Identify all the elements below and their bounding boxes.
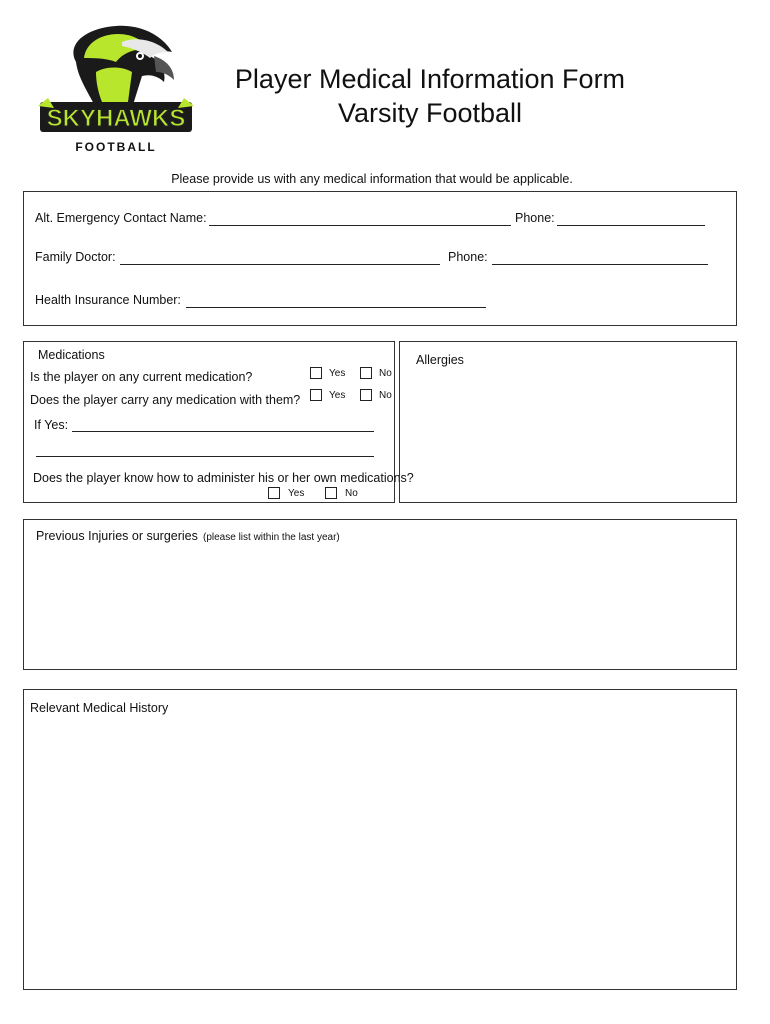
- svg-text:SKYHAWKS: SKYHAWKS: [46, 105, 186, 132]
- form-title: Player Medical Information Form: [234, 64, 626, 94]
- health-insurance-field[interactable]: [186, 307, 486, 308]
- current-medication-yes-checkbox[interactable]: [310, 367, 322, 379]
- q-current-medication: Is the player on any current medication?: [30, 370, 253, 384]
- alt-emergency-phone-field[interactable]: [557, 225, 705, 226]
- injuries-heading: Previous Injuries or surgeries: [36, 529, 198, 543]
- alt-emergency-name-field[interactable]: [209, 225, 511, 226]
- instructions: Please provide us with any medical information that would be applicable.: [171, 172, 573, 186]
- administer-yes-label: Yes: [288, 488, 305, 499]
- if-yes-field-line1[interactable]: [72, 431, 374, 432]
- current-medication-no-label: No: [379, 368, 392, 379]
- form-subtitle: Varsity Football: [337, 98, 523, 128]
- carry-medication-no-label: No: [379, 390, 392, 401]
- family-doctor-phone-field[interactable]: [492, 264, 708, 265]
- carry-medication-yes-label: Yes: [329, 390, 346, 401]
- q-carry-medication: Does the player carry any medication with them?: [30, 393, 301, 407]
- health-insurance-label: Health Insurance Number:: [35, 293, 181, 307]
- administer-no-checkbox[interactable]: [325, 487, 337, 499]
- administer-no-label: No: [345, 488, 358, 499]
- family-doctor-field[interactable]: [120, 264, 440, 265]
- alt-emergency-phone-label: Phone:: [515, 211, 555, 225]
- alt-emergency-label: Alt. Emergency Contact Name:: [35, 211, 207, 225]
- medications-heading: Medications: [38, 348, 105, 362]
- history-box[interactable]: [23, 689, 737, 990]
- skyhawks-logo: [36, 22, 196, 157]
- if-yes-field-line2[interactable]: [36, 456, 374, 457]
- allergies-heading: Allergies: [416, 353, 464, 367]
- administer-yes-checkbox[interactable]: [268, 487, 280, 499]
- history-heading: Relevant Medical History: [30, 701, 169, 715]
- current-medication-yes-label: Yes: [329, 368, 346, 379]
- injuries-note: (please list within the last year): [203, 532, 340, 543]
- q-administer-medication: Does the player know how to administer his or her own medications?: [33, 471, 414, 485]
- carry-medication-yes-checkbox[interactable]: [310, 389, 322, 401]
- if-yes-label: If Yes:: [34, 418, 69, 432]
- current-medication-no-checkbox[interactable]: [360, 367, 372, 379]
- family-doctor-label: Family Doctor:: [35, 250, 116, 264]
- family-doctor-phone-label: Phone:: [448, 250, 488, 264]
- svg-text:FOOTBALL: FOOTBALL: [75, 140, 157, 154]
- carry-medication-no-checkbox[interactable]: [360, 389, 372, 401]
